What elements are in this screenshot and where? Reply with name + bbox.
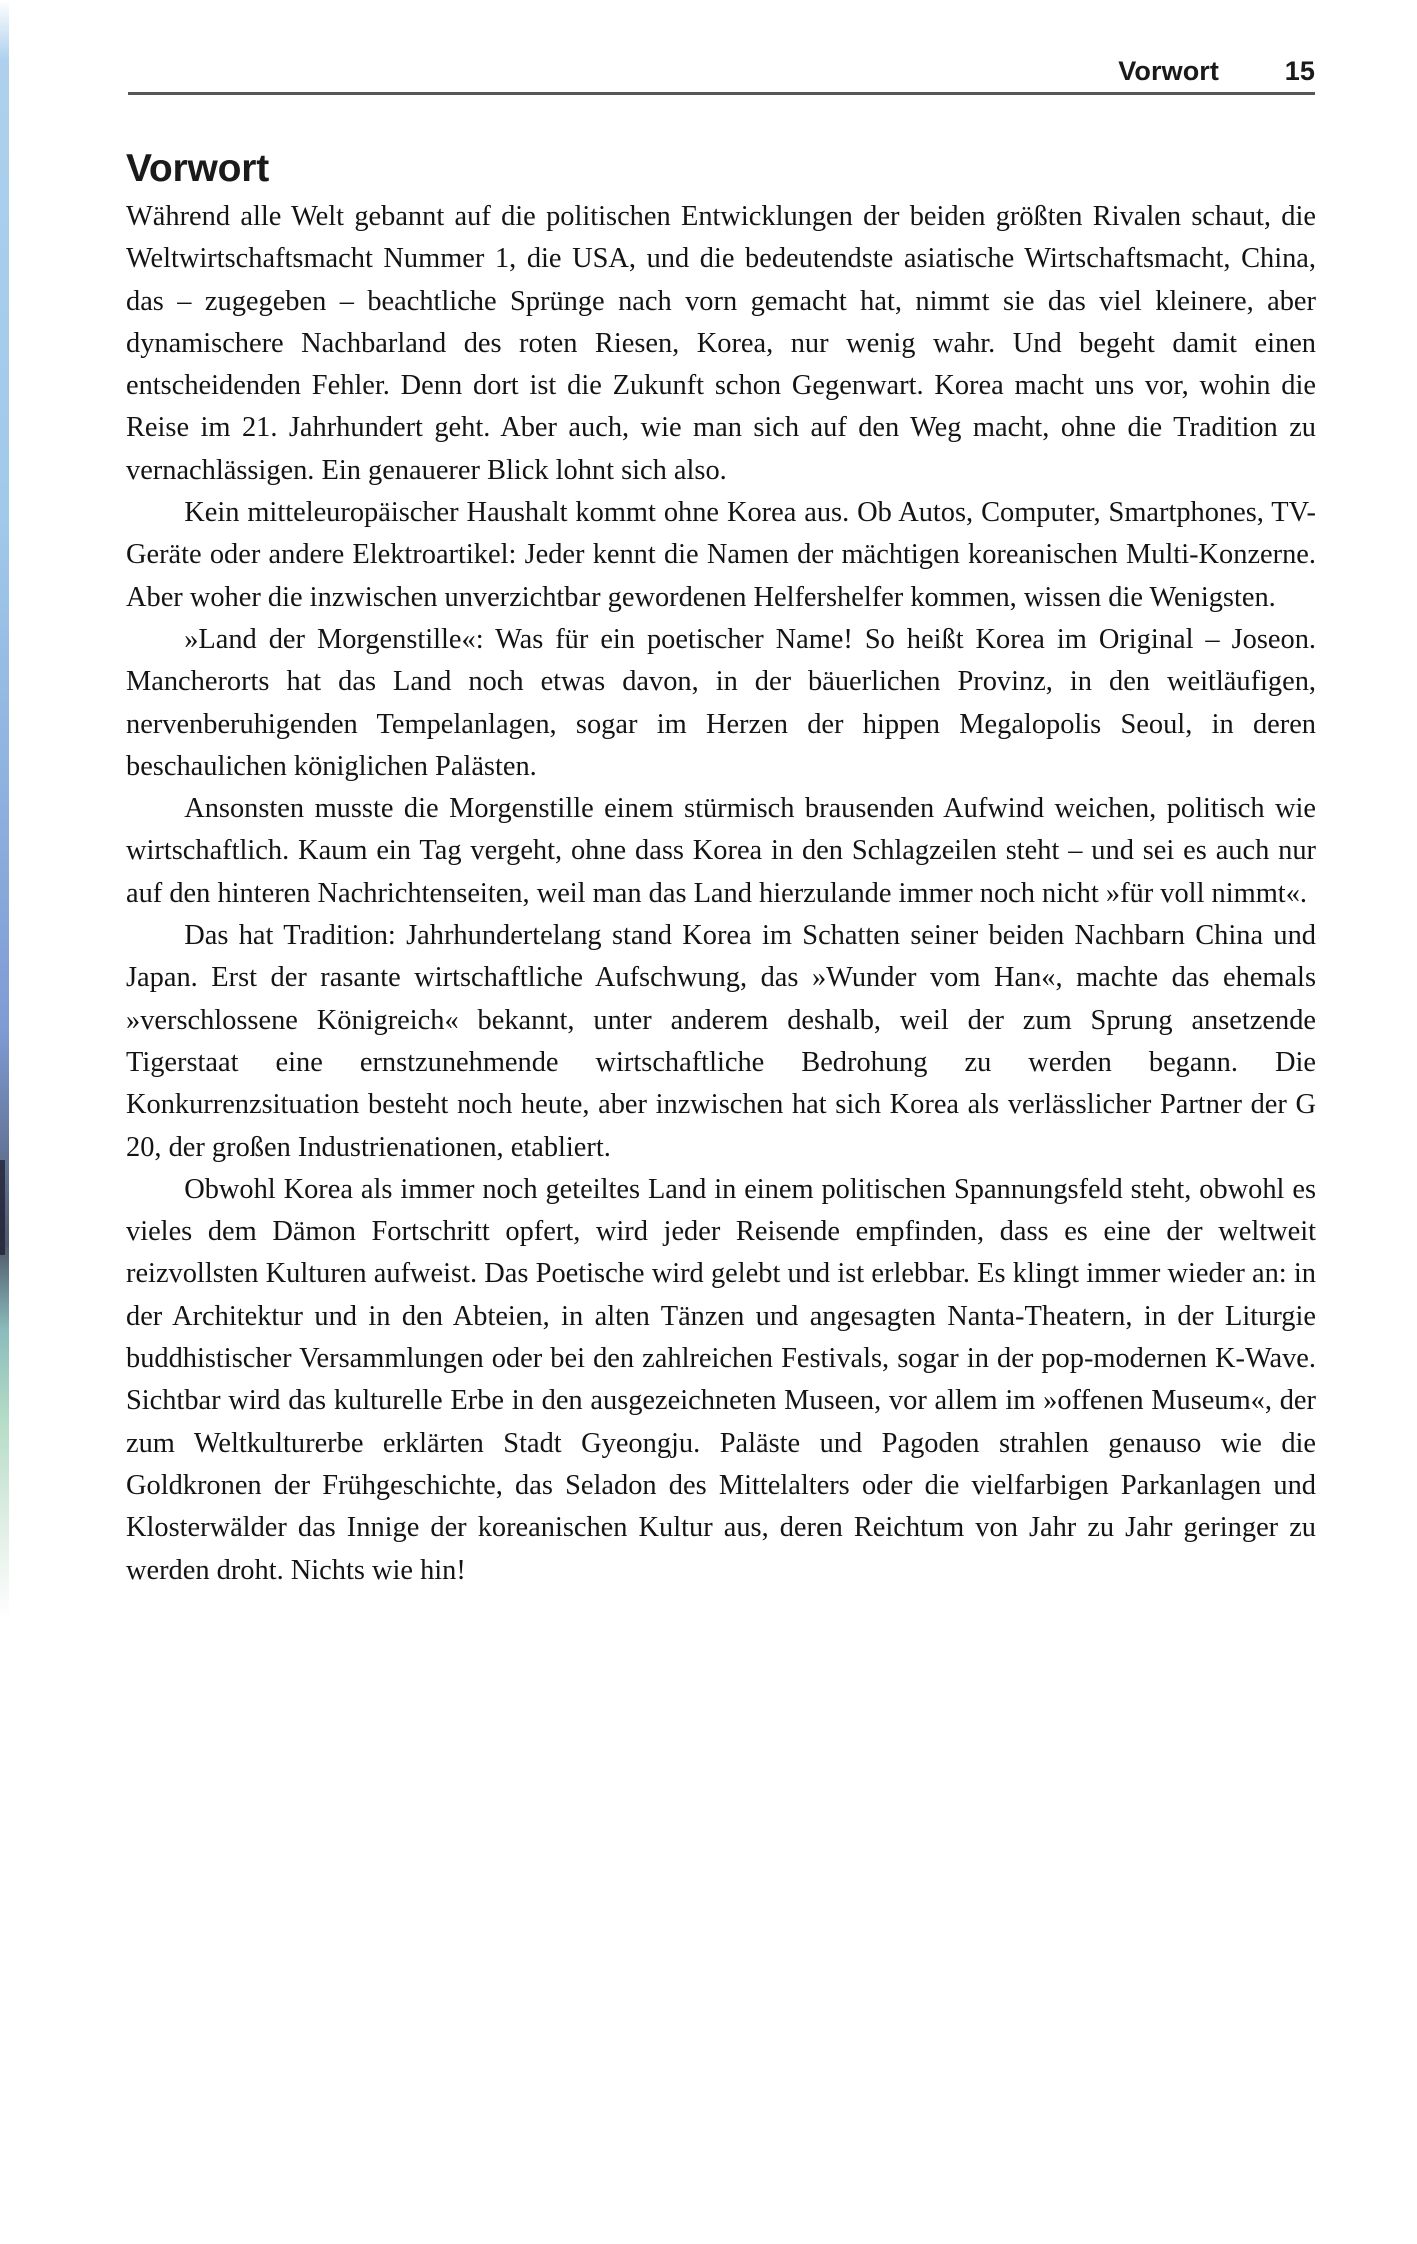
paragraph: Das hat Tradition: Jahrhundertelang stand Korea im Schatten seiner beiden Nachbarn China und Japan. Erst der rasante wirtschaftliche Aufschwung, das »Wunder vom Han«, machte das ehemals »verschlossene Königreich« bekannt, unter anderem deshalb, weil der zum Sprung ansetzende Tigerstaat eine ernstzunehmende wirtschaftliche Bedrohung zu werden begann. Die Konkurrenzsituation besteht noch heute, aber inzwischen hat sich Korea als verlässlicher Partner der G 20, der großen Industrienationen, etabliert.	[126, 920, 1316, 1163]
scan-edge-artifact	[0, 0, 9, 2244]
paragraph: Kein mitteleuropäischer Haushalt kommt ohne Korea aus. Ob Autos, Computer, Smartphones, TV-Geräte oder andere Elektroartikel: Jeder kennt die Namen der mächtigen koreanischen Multi-Konzerne. Aber woher die inzwischen unverzichtbar gewordenen Helfershelfer kommen, wissen die Wenigsten.	[126, 497, 1316, 613]
running-head	[128, 56, 1315, 87]
body-text-column	[126, 196, 1316, 1592]
scan-edge-artifact-dark	[0, 1160, 5, 1255]
paragraph: Ansonsten musste die Morgenstille einem stürmisch brausenden Aufwind weichen, politisch wie wirtschaftlich. Kaum ein Tag vergeht, ohne dass Korea in den Schlagzeilen steht – und sei es auch nur auf den hinteren Nachrichtenseiten, weil man das Land hierzulande immer noch nicht »für voll nimmt«.	[126, 793, 1316, 909]
page-number: 15	[1284, 56, 1315, 86]
paragraph: Obwohl Korea als immer noch geteiltes Land in einem politischen Spannungsfeld steht, obwohl es vieles dem Dämon Fortschritt opfert, wird jeder Reisende empfinden, dass es eine der weltweit reizvollsten Kulturen aufweist. Das Poetische wird gelebt und ist erlebbar. Es klingt immer wieder an: in der Architektur und in den Abteien, in alten Tänzen und angesagten Nanta-Theatern, in der Liturgie buddhistischer Versammlungen oder bei den zahlreichen Festivals, sogar in der pop-modernen K-Wave. Sichtbar wird das kulturelle Erbe in den ausgezeichneten Museen, vor allem im »offenen Museum«, der zum Weltkulturerbe erklärten Stadt Gyeongju. Paläste und Pagoden strahlen genauso wie die Goldkronen der Frühgeschichte, das Seladon des Mittelalters oder die vielfarbigen Parkanlagen und Klosterwälder das Innige der koreanischen Kultur aus, deren Reichtum von Jahr zu Jahr geringer zu werden droht. Nichts wie hin!	[126, 1173, 1316, 1586]
header-divider	[128, 92, 1315, 95]
running-head-title: Vorwort	[1118, 56, 1219, 86]
paragraph: Während alle Welt gebannt auf die politischen Entwicklungen der beiden größten Rivalen schaut, die Weltwirtschaftsmacht Nummer 1, die USA, und die bedeutendste asiatische Wirtschaftsmacht, China, das – zugegeben – beachtliche Sprünge nach vorn gemacht hat, nimmt sie das viel kleinere, aber dynamischere Nachbarland des roten Riesen, Korea, nur wenig wahr. Und begeht damit einen entscheidenden Fehler. Denn dort ist die Zukunft schon Gegenwart. Korea macht uns vor, wohin die Reise im 21. Jahrhundert geht. Aber auch, wie man sich auf den Weg macht, ohne die Tradition zu vernachlässigen. Ein genauerer Blick lohnt sich also.	[126, 201, 1316, 486]
page-title: Vorwort	[126, 147, 270, 191]
paragraph: »Land der Morgenstille«: Was für ein poetischer Name! So heißt Korea im Original – Joseon. Mancherorts hat das Land noch etwas davon, in der bäuerlichen Provinz, in den weitläufigen, nervenberuhigenden Tempelanlagen, sogar im Herzen der hippen Megalopolis Seoul, in deren beschaulichen königlichen Palästen.	[126, 623, 1316, 782]
